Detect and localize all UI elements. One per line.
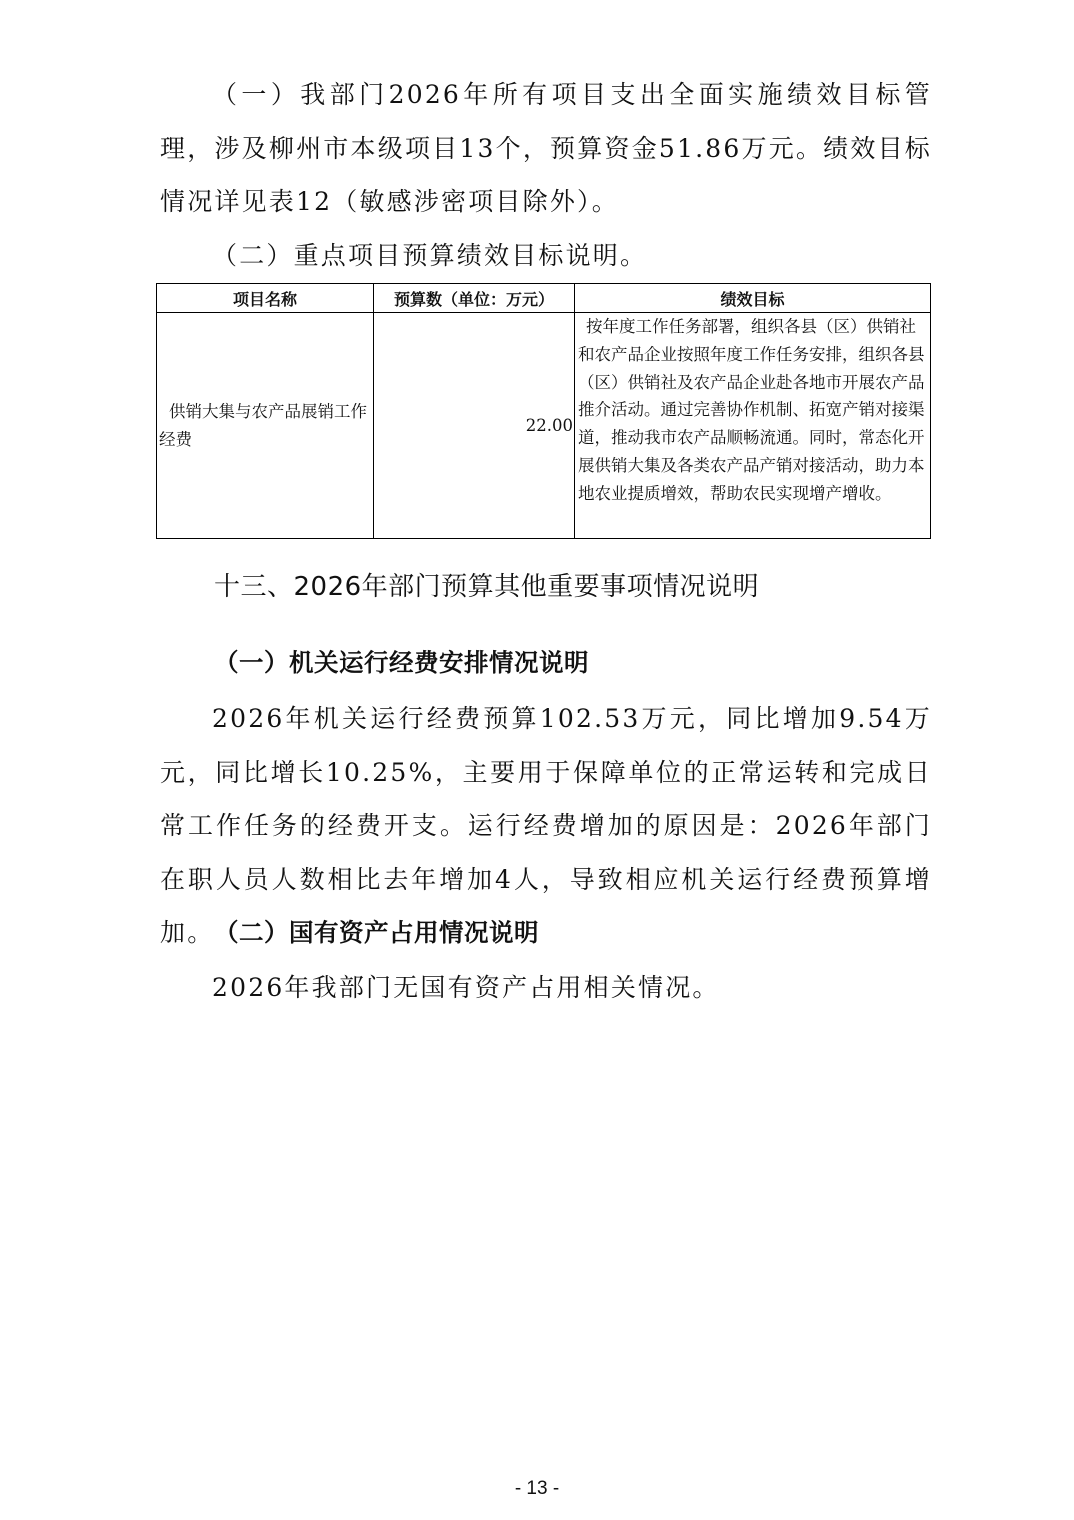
project-name-cell: 供销大集与农产品展销工作经费 <box>157 313 374 539</box>
table-header-row <box>157 284 931 313</box>
performance-goal-table <box>156 283 931 539</box>
section-13-title: 十三、2026年部门预算其他重要事项情况说明 <box>214 572 760 602</box>
subsection-1-body: 2026年机关运行经费预算102.53万元，同比增加9.54万元，同比增长10.25%，主要用于保障单位的正常运转和完成日常工作任务的经费开支。运行经费增加的原因是：2026年部门在职人员人数相比去年增加4人，导致相应机关运行经费预算增加。 <box>160 704 932 947</box>
page-number: - 13 - <box>514 1478 560 1499</box>
subsection-2-body: 2026年我部门无国有资产占用相关情况。 <box>212 973 720 1002</box>
intro-paragraph-1: （一）我部门2026年所有项目支出全面实施绩效目标管理，涉及柳州市本级项目13个，预算资金51.86万元。绩效目标情况详见表12（敏感涉密项目除外）。 <box>160 80 932 216</box>
subsection-1-title: （一）机关运行经费安排情况说明 <box>214 648 589 677</box>
header-performance-goal: 绩效目标 <box>575 284 931 313</box>
table-row <box>157 313 931 539</box>
header-budget-amount: 预算数（单位：万元） <box>374 284 575 313</box>
subsection-2-title: （二）国有资产占用情况说明 <box>214 918 539 947</box>
budget-amount-cell: 22.00 <box>374 313 575 539</box>
performance-goal-cell: 按年度工作任务部署，组织各县（区）供销社和农产品企业按照年度工作任务安排，组织各县（区）供销社及农产品企业赴各地市开展农产品推介活动。通过完善协作机制、拓宽产销对接渠道，推动我市农产品顺畅流通。同时，常态化开展供销大集及各类农产品产销对接活动，助力本地农业提质增效，帮助农民实现增产增收。 <box>575 313 931 539</box>
intro-paragraph-2: （二）重点项目预算绩效目标说明。 <box>212 241 648 270</box>
header-project-name: 项目名称 <box>157 284 374 313</box>
